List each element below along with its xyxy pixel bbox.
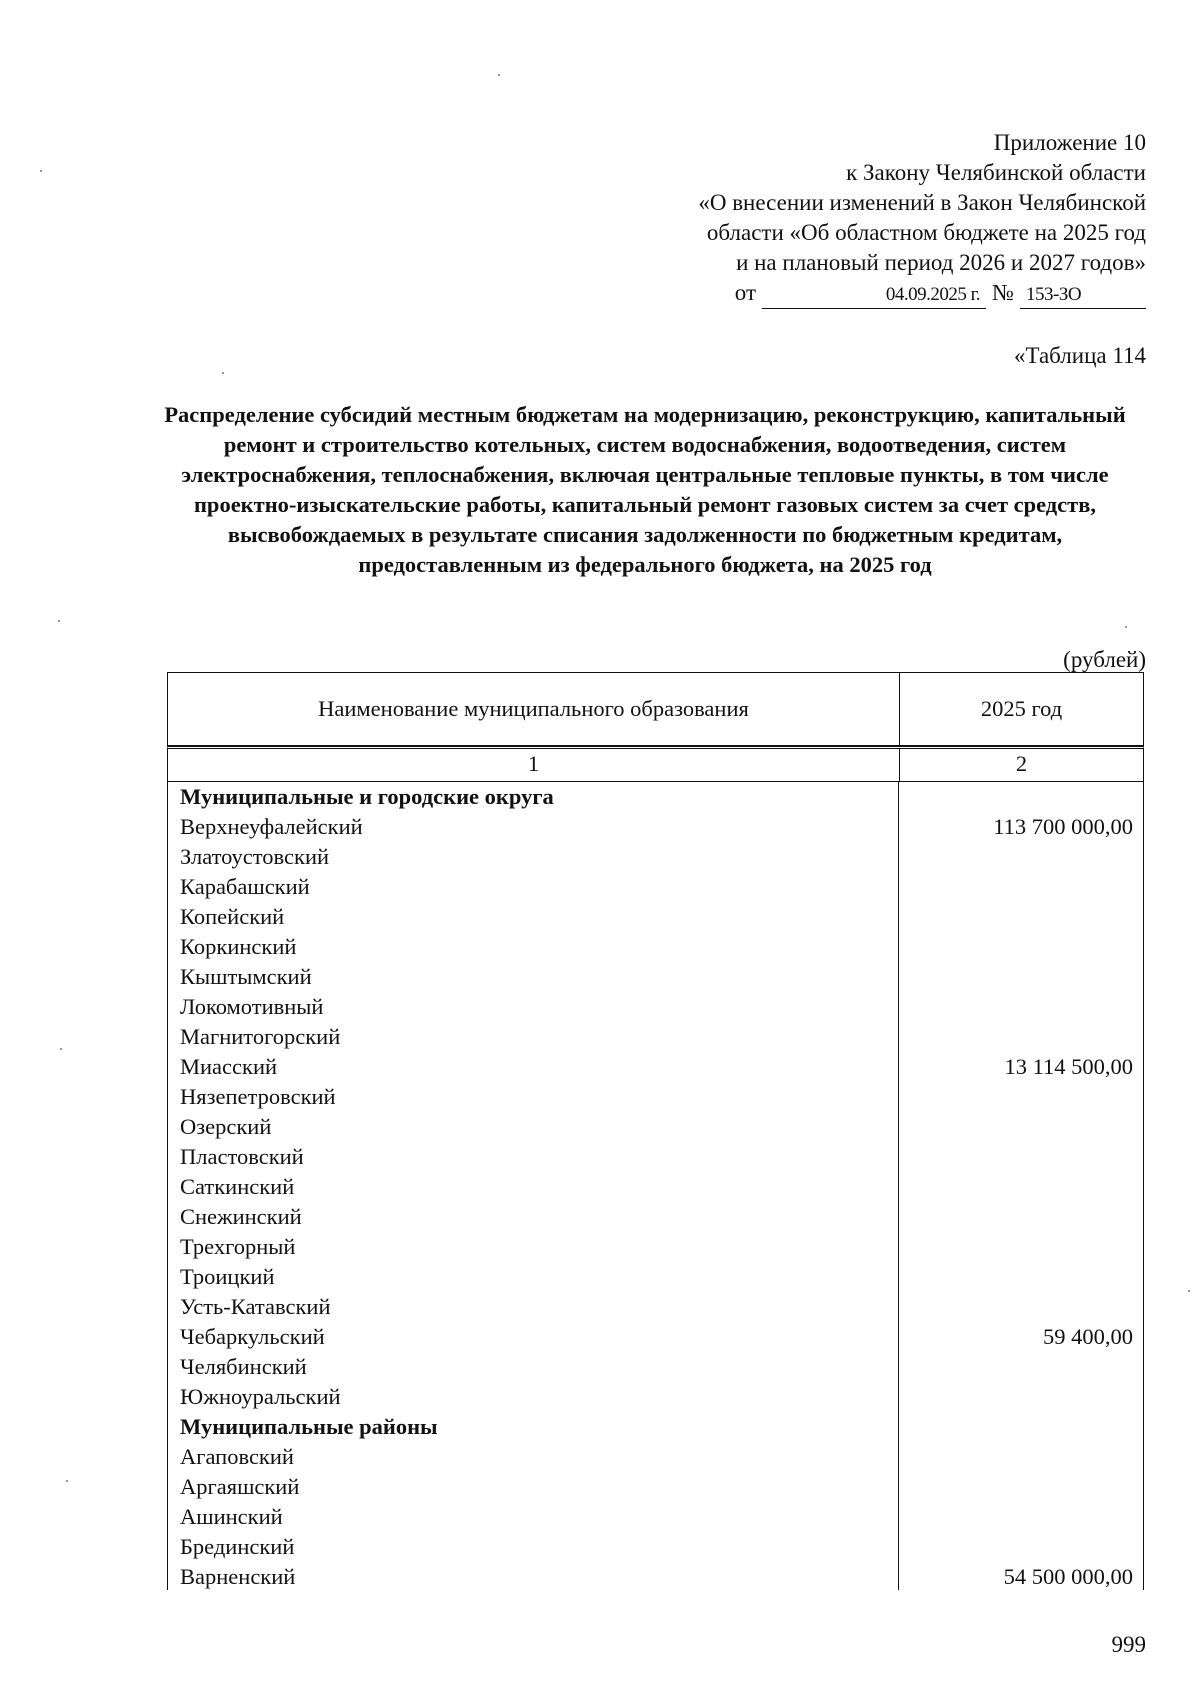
table-row: [168, 1142, 1143, 1172]
law-title-line-1: «О внесении изменений в Закон Челябинской: [698, 190, 1146, 215]
column-number-1: 1: [168, 749, 900, 781]
subsidy-amount: [900, 1532, 1143, 1562]
appendix-header: [586, 128, 1146, 309]
subsidy-amount: [900, 1382, 1143, 1412]
subsidy-amount: [900, 1112, 1143, 1142]
scan-speck: [498, 74, 500, 76]
table-header-row: [167, 672, 1144, 746]
municipality-name: Брединский: [180, 1534, 295, 1559]
municipality-name: Озерский: [180, 1114, 272, 1139]
municipality-name: Челябинский: [180, 1354, 307, 1379]
table-row: [168, 1052, 1143, 1082]
subsidy-amount: [900, 1292, 1143, 1322]
table-row: [168, 1472, 1143, 1502]
law-title-line-3: и на плановый период 2026 и 2027 годов»: [736, 250, 1146, 275]
municipality-name: Саткинский: [180, 1174, 295, 1199]
table-row: [168, 1562, 1143, 1592]
column-header-year: 2025 год: [980, 696, 1063, 721]
subsidy-amount: [900, 1082, 1143, 1112]
municipality-name: Троицкий: [180, 1264, 275, 1289]
table-row: [168, 842, 1143, 872]
group-name: Муниципальные районы: [180, 1414, 438, 1439]
municipality-name: Усть-Катавский: [180, 1294, 331, 1319]
municipality-name: Магнитогорский: [180, 1024, 341, 1049]
scan-speck: [1188, 1290, 1190, 1292]
municipality-name: Варненский: [180, 1564, 296, 1589]
date-prefix: от: [734, 280, 757, 305]
table-row: [168, 1262, 1143, 1292]
municipality-name: Копейский: [180, 904, 285, 929]
municipality-name: Трехгорный: [180, 1234, 296, 1259]
table-row: [168, 962, 1143, 992]
table-row: [168, 992, 1143, 1022]
municipality-name: Южноуральский: [180, 1384, 341, 1409]
table-row: [168, 1382, 1143, 1412]
law-number: 153-ЗО: [1020, 282, 1146, 309]
subsidy-amount: [900, 782, 1143, 812]
law-date: 04.09.2025 г.: [762, 282, 986, 309]
scan-speck: [60, 1048, 62, 1050]
table-row: [168, 1232, 1143, 1262]
scan-speck: [58, 620, 60, 622]
subsidy-amount: 113 700 000,00: [993, 814, 1133, 839]
subsidy-amount: [900, 1442, 1143, 1472]
table-group-row: [168, 1412, 1143, 1442]
subsidy-amount: 13 114 500,00: [1004, 1054, 1133, 1079]
column-divider: [898, 782, 899, 1590]
municipality-name: Коркинский: [180, 934, 297, 959]
law-date-number-line: [586, 278, 1146, 309]
municipality-name: Ашинский: [180, 1504, 283, 1529]
table-row: [168, 1292, 1143, 1322]
subsidy-amount: [900, 1502, 1143, 1532]
subsidy-table: [167, 672, 1144, 1590]
group-name: Муниципальные и городские округа: [180, 784, 554, 809]
scan-speck: [66, 1480, 68, 1482]
table-row: [168, 1022, 1143, 1052]
table-row: [168, 1502, 1143, 1532]
table-body: [167, 782, 1144, 1590]
table-row: [168, 1322, 1143, 1352]
subsidy-amount: [900, 1172, 1143, 1202]
municipality-name: Чебаркульский: [180, 1324, 325, 1349]
subsidy-amount: [900, 1262, 1143, 1292]
page-number: 999: [1111, 1632, 1146, 1657]
scan-speck: [40, 170, 42, 172]
subsidy-amount: [900, 1202, 1143, 1232]
subsidy-amount: [900, 1472, 1143, 1502]
municipality-name: Верхнеуфалейский: [180, 814, 363, 839]
number-prefix: №: [992, 280, 1014, 305]
municipality-name: Миасский: [180, 1054, 278, 1079]
subsidy-amount: [900, 1412, 1143, 1442]
law-title-line-2: области «Об областном бюджете на 2025 год: [706, 220, 1146, 245]
table-row: [168, 902, 1143, 932]
table-group-row: [168, 782, 1143, 812]
subsidy-amount: [900, 932, 1143, 962]
table-row: [168, 1202, 1143, 1232]
municipality-name: Агаповский: [180, 1444, 294, 1469]
municipality-name: Пластовский: [180, 1144, 304, 1169]
subsidy-amount: [900, 872, 1143, 902]
table-row: [168, 1532, 1143, 1562]
column-number-row: [167, 746, 1144, 782]
scan-speck: [222, 372, 224, 374]
municipality-name: Кыштымский: [180, 964, 312, 989]
municipality-name: Карабашский: [180, 874, 310, 899]
municipality-name: Златоустовский: [180, 844, 330, 869]
municipality-name: Снежинский: [180, 1204, 302, 1229]
table-row: [168, 1112, 1143, 1142]
units-label: (рублей): [1063, 647, 1146, 672]
subsidy-amount: [900, 1232, 1143, 1262]
appendix-number: Приложение 10: [993, 130, 1146, 155]
law-reference-line: к Закону Челябинской области: [846, 160, 1146, 185]
column-number-2: 2: [1015, 751, 1028, 776]
scan-speck: [1125, 626, 1127, 628]
subsidy-amount: [900, 1022, 1143, 1052]
subsidy-amount: [900, 1142, 1143, 1172]
column-header-municipality: Наименование муниципального образования: [168, 673, 900, 745]
municipality-name: Аргаяшский: [180, 1474, 300, 1499]
subsidy-amount: [900, 962, 1143, 992]
table-row: [168, 1352, 1143, 1382]
subsidy-amount: [900, 992, 1143, 1022]
table-row: [168, 1082, 1143, 1112]
table-row: [168, 812, 1143, 842]
subsidy-amount: 59 400,00: [1043, 1324, 1133, 1349]
table-row: [168, 1172, 1143, 1202]
table-row: [168, 872, 1143, 902]
table-row: [168, 1442, 1143, 1472]
document-title: Распределение субсидий местным бюджетам на модернизацию, реконструкцию, капитальный ремонт и строительство котельных, систем водоснабжения, водоотведения, систем электроснабжения, теплоснабжения, включая центральные тепловые пункты, в том числе проектно-изыскательские работы, капитальный ремонт газовых систем за счет средств, высвобождаемых в результате списания задолженности по бюджетным кредитам, предоставленным из федерального бюджета, на 2025 год: [164, 402, 1126, 577]
municipality-name: Нязепетровский: [180, 1084, 336, 1109]
subsidy-amount: [900, 902, 1143, 932]
table-row: [168, 932, 1143, 962]
municipality-name: Локомотивный: [180, 994, 324, 1019]
subsidy-amount: [900, 1352, 1143, 1382]
table-label: «Таблица 114: [1013, 343, 1146, 368]
subsidy-amount: [900, 842, 1143, 872]
subsidy-amount: 54 500 000,00: [1003, 1564, 1133, 1589]
